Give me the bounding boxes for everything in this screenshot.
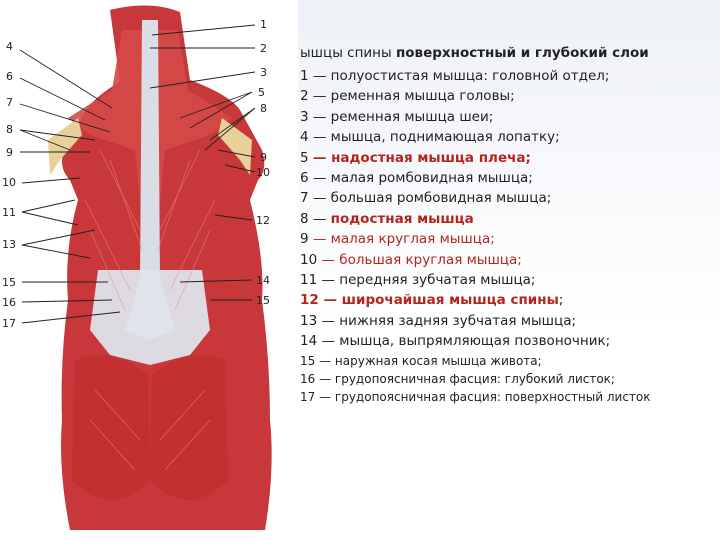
legend-num: 15 —	[300, 353, 335, 368]
legend-item-3	[300, 107, 712, 127]
legend-title	[300, 44, 712, 63]
legend-num: 9	[300, 231, 313, 248]
label-13: 13	[2, 238, 16, 251]
legend-num: 11 —	[300, 272, 340, 289]
legend-num: 7 —	[300, 190, 331, 207]
legend-text: нижняя задняя зубчатая мышца;	[339, 312, 577, 329]
legend-text: — надостная мышца плеча;	[312, 149, 531, 166]
legend-num: 8 —	[300, 210, 331, 227]
thoracolumbar-fascia	[90, 270, 210, 365]
label-6: 6	[6, 70, 13, 83]
label-5: 5	[258, 86, 265, 99]
legend-num: 1 —	[300, 68, 331, 84]
legend-num: 16 —	[300, 371, 335, 386]
legend-item-9	[300, 229, 712, 249]
legend	[300, 44, 712, 406]
back-muscles-illustration	[0, 0, 300, 540]
legend-num: 6 —	[300, 170, 331, 187]
legend-text: большая ромбовидная мышца;	[330, 190, 552, 207]
legend-item-16	[300, 370, 712, 388]
legend-num: 5	[300, 149, 313, 166]
legend-item-14	[300, 331, 712, 351]
legend-num: 13 —	[300, 312, 340, 329]
legend-num: 14 —	[300, 333, 340, 350]
legend-text: полуостистая мышца: головной отдел;	[330, 68, 610, 84]
legend-item-11	[300, 270, 712, 290]
legend-num: 2 —	[300, 88, 331, 105]
label-9-right: 9	[260, 151, 267, 164]
label-15-right: 15	[256, 294, 270, 307]
label-9-left: 9	[6, 146, 13, 159]
legend-title-plain: ышцы спины	[300, 45, 396, 61]
legend-num: 12 — широчайшая мышца спины	[300, 292, 559, 309]
legend-item-1	[300, 66, 712, 86]
legend-item-17	[300, 388, 712, 406]
legend-title-bold: поверхностный и глубокий слои	[395, 45, 649, 61]
label-4: 4	[6, 40, 13, 53]
legend-item-12	[300, 290, 712, 310]
label-12: 12	[256, 214, 270, 227]
label-7: 7	[6, 96, 13, 109]
left-number-labels	[2, 40, 16, 330]
label-14: 14	[256, 274, 270, 287]
legend-text: мышца, поднимающая лопатку;	[330, 129, 560, 146]
label-3: 3	[260, 66, 267, 79]
legend-text: подостная мышца	[330, 210, 474, 227]
legend-text: малая ромбовидная мышца;	[330, 170, 533, 187]
label-11: 11	[2, 206, 16, 219]
legend-text: грудопоясничная фасция: поверхностный листок	[334, 389, 651, 404]
legend-text: ременная мышца головы;	[330, 88, 515, 105]
legend-num: 3 —	[300, 108, 331, 125]
legend-item-10	[300, 250, 712, 270]
legend-text: — малая круглая мышца;	[312, 231, 495, 248]
label-8-left: 8	[6, 123, 13, 136]
legend-text: наружная косая мышца живота;	[334, 353, 542, 368]
legend-text: грудопоясничная фасция: глубокий листок;	[334, 371, 615, 386]
label-2: 2	[260, 42, 267, 55]
legend-text: мышца, выпрямляющая позвоночник;	[339, 333, 611, 350]
legend-text: ;	[558, 292, 564, 309]
legend-item-13	[300, 311, 712, 331]
legend-num: 17 —	[300, 389, 335, 404]
legend-item-6	[300, 168, 712, 188]
legend-text: — большая круглая мышца;	[321, 251, 522, 268]
label-8-right: 8	[260, 102, 267, 115]
label-1: 1	[260, 18, 267, 31]
legend-item-4	[300, 127, 712, 147]
label-16: 16	[2, 296, 16, 309]
label-17: 17	[2, 317, 16, 330]
legend-item-2	[300, 86, 712, 106]
legend-item-15	[300, 352, 712, 370]
legend-text: передняя зубчатая мышца;	[339, 272, 536, 289]
legend-text: ременная мышца шеи;	[330, 108, 494, 125]
legend-num: 10	[300, 251, 322, 268]
legend-item-5	[300, 148, 712, 168]
label-10-left: 10	[2, 176, 16, 189]
label-15-left: 15	[2, 276, 16, 289]
legend-num: 4 —	[300, 129, 331, 146]
legend-item-8	[300, 209, 712, 229]
label-10-right: 10	[256, 166, 270, 179]
legend-item-7	[300, 188, 712, 208]
